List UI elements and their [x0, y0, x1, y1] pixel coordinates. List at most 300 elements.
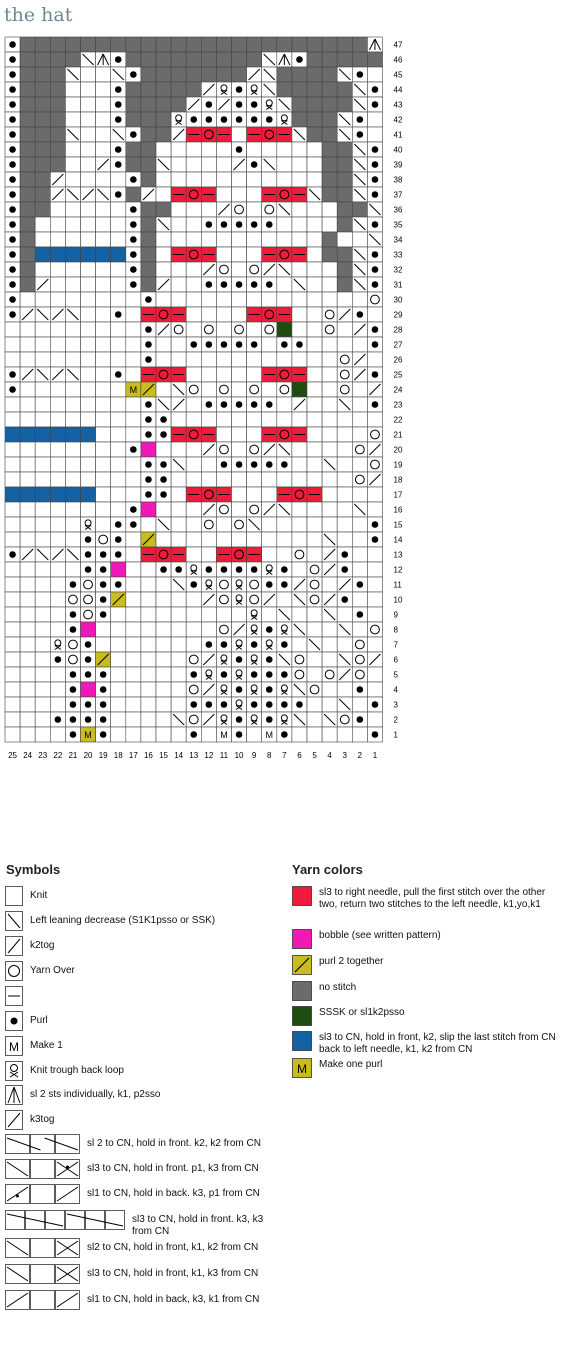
- yarn-color-label: sl3 to CN, hold in front, k2, slip the last stitch from CN back to left needle, k1, k2 from CN: [319, 1032, 556, 1055]
- stitch-knit: [232, 502, 247, 517]
- stitch-knit: [65, 472, 80, 487]
- stitch-purl: [126, 502, 141, 517]
- stitch-ssk: [277, 652, 292, 667]
- stitch-knit: [81, 442, 96, 457]
- stitch-knit: [277, 412, 292, 427]
- stitch-knit: [111, 292, 126, 307]
- stitch-knit: [20, 352, 35, 367]
- stitch-knit: [186, 472, 201, 487]
- knit-icon: [5, 886, 23, 906]
- stitch-no-stitch: [201, 67, 216, 82]
- stitch-knit: [96, 292, 111, 307]
- stitch-k2tog: [50, 172, 65, 187]
- stitch-ssk: [171, 382, 186, 397]
- stitch-knit: [111, 607, 126, 622]
- stitch-knit: [96, 112, 111, 127]
- stitch-knit: [337, 292, 352, 307]
- stitch-no-stitch: [156, 127, 171, 142]
- stitch-knit: [322, 697, 337, 712]
- stitch-knit-tbl: [50, 637, 65, 652]
- stitch-ssk: [337, 622, 352, 637]
- stitch-purl: [65, 607, 80, 622]
- stitch-knit: [81, 382, 96, 397]
- stitch-knit: [201, 172, 216, 187]
- stitch-purl: [111, 577, 126, 592]
- stitch-red-cable-center: [156, 367, 171, 382]
- stitch-knit: [262, 547, 277, 562]
- stitch-knit: [171, 652, 186, 667]
- stitch-knit: [50, 577, 65, 592]
- stitch-knit: [322, 412, 337, 427]
- stitch-knit: [232, 472, 247, 487]
- column-number: 16: [143, 751, 153, 760]
- stitch-knit: [50, 397, 65, 412]
- stitch-knit: [126, 622, 141, 637]
- stitch-purl: [247, 157, 262, 172]
- stitch-knit: [232, 187, 247, 202]
- stitch-no-stitch: [171, 82, 186, 97]
- stitch-no-stitch: [50, 157, 65, 172]
- stitch-k2tog: [201, 262, 216, 277]
- stitch-no-stitch: [337, 217, 352, 232]
- stitch-knit: [96, 217, 111, 232]
- stitch-purl: [367, 217, 382, 232]
- symbol-label: sl3 to CN, hold in front, k1, k3 from CN: [87, 1268, 259, 1279]
- stitch-k2tog: [201, 652, 216, 667]
- column-number: 24: [23, 751, 33, 760]
- row-number: 3: [393, 700, 398, 710]
- stitch-knit: [156, 502, 171, 517]
- stitch-purl: [277, 727, 292, 742]
- stitch-purl: [262, 697, 277, 712]
- stitch-blue-cable: [81, 247, 96, 262]
- stitch-k2tog: [50, 307, 65, 322]
- stitch-ssk: [277, 502, 292, 517]
- stitch-no-stitch: [20, 247, 35, 262]
- stitch-knit: [367, 412, 382, 427]
- stitch-red-cable-center: [186, 187, 201, 202]
- stitch-knit: [216, 187, 231, 202]
- stitch-knit: [111, 412, 126, 427]
- stitch-purl: [262, 577, 277, 592]
- stitch-knit: [322, 487, 337, 502]
- stitch-knit: [337, 637, 352, 652]
- stitch-knit: [307, 622, 322, 637]
- stitch-knit: [307, 382, 322, 397]
- stitch-knit: [156, 637, 171, 652]
- stitch-purl: [247, 697, 262, 712]
- stitch-knit: [307, 397, 322, 412]
- stitch-red-cable: [141, 307, 156, 322]
- stitch-purl: [247, 457, 262, 472]
- stitch-purl: [186, 727, 201, 742]
- stitch-knit: [292, 322, 307, 337]
- stitch-no-stitch: [126, 157, 141, 172]
- stitch-k2tog: [201, 502, 216, 517]
- stitch-knit: [201, 232, 216, 247]
- stitch-knit: [81, 172, 96, 187]
- column-number: 1: [372, 751, 378, 760]
- row-number: 13: [393, 550, 403, 560]
- stitch-knit: [352, 292, 367, 307]
- stitch-knit: [367, 307, 382, 322]
- stitch-knit: [352, 397, 367, 412]
- stitch-knit: [352, 487, 367, 502]
- stitch-purl: [232, 217, 247, 232]
- stitch-yarn-over: [292, 667, 307, 682]
- stitch-knit: [277, 277, 292, 292]
- stitch-red-cable-center: [277, 367, 292, 382]
- stitch-knit: [247, 142, 262, 157]
- stitch-knit: [111, 232, 126, 247]
- stitch-knit: [81, 217, 96, 232]
- stitch-knit: [292, 157, 307, 172]
- stitch-no-stitch: [156, 202, 171, 217]
- stitch-k2tog: [35, 277, 50, 292]
- stitch-purl: [352, 607, 367, 622]
- stitch-no-stitch: [126, 52, 141, 67]
- stitch-k2tog: [322, 562, 337, 577]
- stitch-no-stitch: [20, 142, 35, 157]
- stitch-yarn-over: [186, 712, 201, 727]
- stitch-knit: [156, 247, 171, 262]
- stitch-knit: [5, 532, 20, 547]
- stitch-red-cable-center: [292, 487, 307, 502]
- stitch-knit: [307, 712, 322, 727]
- stitch-purl: [367, 82, 382, 97]
- stitch-purl: [216, 667, 231, 682]
- stitch-purl: [126, 202, 141, 217]
- stitch-purl: [186, 697, 201, 712]
- stitch-k2tog: [352, 322, 367, 337]
- stitch-yarn-over: [307, 562, 322, 577]
- stitch-no-stitch: [216, 67, 231, 82]
- stitch-knit: [111, 502, 126, 517]
- stitch-blue-cable: [65, 427, 80, 442]
- stitch-purl: [96, 697, 111, 712]
- stitch-knit: [322, 292, 337, 307]
- stitch-purl: [5, 37, 20, 52]
- stitch-knit: [65, 502, 80, 517]
- stitch-blue-cable: [35, 427, 50, 442]
- stitch-purl: [247, 637, 262, 652]
- stitch-yarn-over: [216, 382, 231, 397]
- stitch-yarn-over: [337, 382, 352, 397]
- stitch-knit: [352, 592, 367, 607]
- stitch-ssk: [352, 187, 367, 202]
- stitch-red-cable: [277, 487, 292, 502]
- stitch-purl: [141, 292, 156, 307]
- cable-1-3-icon: [5, 1290, 80, 1310]
- stitch-knit: [111, 622, 126, 637]
- stitch-no-stitch: [201, 37, 216, 52]
- stitch-knit: [201, 307, 216, 322]
- stitch-knit: [35, 322, 50, 337]
- stitch-knit: [337, 727, 352, 742]
- stitch-knit: [111, 352, 126, 367]
- row-number: 15: [393, 520, 403, 530]
- stitch-purl: [5, 367, 20, 382]
- stitch-knit: [322, 397, 337, 412]
- stitch-ssk: [277, 97, 292, 112]
- stitch-knit: [96, 412, 111, 427]
- stitch-knit: [96, 442, 111, 457]
- stitch-ssk: [337, 697, 352, 712]
- column-number: 7: [282, 751, 287, 760]
- column-number: 3: [342, 751, 347, 760]
- make-1-icon: [5, 1036, 23, 1056]
- stitch-knit: [186, 502, 201, 517]
- stitch-knit: [247, 412, 262, 427]
- stitch-knit: [307, 292, 322, 307]
- stitch-knit: [292, 637, 307, 652]
- stitch-k2tog: [367, 652, 382, 667]
- row-number: 35: [393, 220, 403, 230]
- stitch-no-stitch: [156, 52, 171, 67]
- stitch-knit-tbl: [247, 607, 262, 622]
- stitch-no-stitch: [247, 37, 262, 52]
- svg-text:M: M: [297, 1062, 307, 1076]
- stitch-no-stitch: [35, 52, 50, 67]
- stitch-knit: [277, 397, 292, 412]
- stitch-yarn-over: [65, 637, 80, 652]
- stitch-k2tog: [201, 82, 216, 97]
- stitch-knit-tbl: [216, 712, 231, 727]
- stitch-knit: [126, 652, 141, 667]
- stitch-yarn-over: [65, 592, 80, 607]
- stitch-knit: [232, 232, 247, 247]
- stitch-ssk: [367, 232, 382, 247]
- stitch-knit: [292, 727, 307, 742]
- stitch-knit: [5, 622, 20, 637]
- row-number: 41: [393, 130, 403, 140]
- stitch-no-stitch: [307, 52, 322, 67]
- stitch-no-stitch: [367, 52, 382, 67]
- stitch-knit: [171, 532, 186, 547]
- stitch-knit: [186, 217, 201, 232]
- stitch-knit: [111, 712, 126, 727]
- stitch-no-stitch: [322, 172, 337, 187]
- stitch-knit: [171, 517, 186, 532]
- stitch-purl: [232, 712, 247, 727]
- stitch-knit: [201, 157, 216, 172]
- stitch-purl: [367, 157, 382, 172]
- sl2-icon: [5, 1085, 23, 1105]
- dash-icon: [5, 986, 23, 1006]
- stitch-knit: [307, 427, 322, 442]
- stitch-ssk: [111, 127, 126, 142]
- stitch-yarn-over: [232, 517, 247, 532]
- stitch-knit: [171, 442, 186, 457]
- row-number: 28: [393, 325, 403, 335]
- stitch-knit: [35, 532, 50, 547]
- stitch-knit: [141, 682, 156, 697]
- stitch-knit: [65, 412, 80, 427]
- stitch-red-cable: [262, 187, 277, 202]
- stitch-knit: [111, 427, 126, 442]
- stitch-blue-cable: [20, 487, 35, 502]
- stitch-knit: [216, 172, 231, 187]
- stitch-knit: [262, 292, 277, 307]
- stitch-knit-tbl: [216, 652, 231, 667]
- stitch-knit: [111, 202, 126, 217]
- stitch-purl: [367, 532, 382, 547]
- stitch-knit: [141, 697, 156, 712]
- stitch-knit: [126, 727, 141, 742]
- stitch-knit: [141, 727, 156, 742]
- row-number: 19: [393, 460, 403, 470]
- stitch-purl: [186, 667, 201, 682]
- stitch-knit: [81, 202, 96, 217]
- stitch-knit: [337, 607, 352, 622]
- stitch-knit: [307, 472, 322, 487]
- cable-3-1-icon: [5, 1264, 80, 1284]
- stitch-knit: [322, 427, 337, 442]
- stitch-knit-tbl: [262, 97, 277, 112]
- column-number: 14: [174, 751, 184, 760]
- column-number: 15: [159, 751, 169, 760]
- stitch-knit: [50, 562, 65, 577]
- stitch-k2tog: [20, 307, 35, 322]
- stitch-knit: [307, 232, 322, 247]
- stitch-red-cable: [171, 307, 186, 322]
- column-number: 5: [312, 751, 317, 760]
- stitch-purl: [367, 322, 382, 337]
- stitch-knit: [156, 142, 171, 157]
- stitch-no-stitch: [35, 142, 50, 157]
- stitch-bobble: [141, 442, 156, 457]
- stitch-red-cable: [247, 547, 262, 562]
- stitch-no-stitch: [292, 97, 307, 112]
- stitch-knit: [232, 127, 247, 142]
- symbol-label: sl1 to CN, hold in back, k3, k1 from CN: [87, 1294, 260, 1305]
- symbol-label: Purl: [30, 1015, 48, 1026]
- stitch-knit: [50, 442, 65, 457]
- stitch-knit: [322, 622, 337, 637]
- stitch-knit: [262, 412, 277, 427]
- stitch-k2tog: [262, 442, 277, 457]
- stitch-knit: [111, 337, 126, 352]
- stitch-purl: [216, 217, 231, 232]
- stitch-knit: [216, 292, 231, 307]
- stitch-purl: [5, 217, 20, 232]
- stitch-knit: [111, 697, 126, 712]
- stitch-knit: [247, 187, 262, 202]
- stitch-red-cable: [201, 247, 216, 262]
- stitch-no-stitch: [96, 37, 111, 52]
- stitch-no-stitch: [156, 82, 171, 97]
- stitch-knit: [201, 532, 216, 547]
- stitch-purl: [247, 397, 262, 412]
- stitch-knit: [126, 667, 141, 682]
- stitch-knit: [96, 502, 111, 517]
- stitch-knit: [216, 322, 231, 337]
- stitch-purl: [247, 112, 262, 127]
- stitch-no-stitch: [307, 37, 322, 52]
- stitch-no-stitch: [35, 202, 50, 217]
- stitch-knit: [171, 502, 186, 517]
- stitch-purl: [5, 127, 20, 142]
- stitch-knit: [35, 517, 50, 532]
- stitch-red-cable: [171, 247, 186, 262]
- cable-1-3-back-icon: [5, 1184, 80, 1204]
- stitch-k2tog: [20, 547, 35, 562]
- stitch-knit: [35, 232, 50, 247]
- stitch-knit: [20, 397, 35, 412]
- stitch-knit: [65, 517, 80, 532]
- stitch-knit: [171, 487, 186, 502]
- stitch-ssk: [35, 367, 50, 382]
- stitch-knit: [65, 157, 80, 172]
- stitch-purl: [5, 52, 20, 67]
- stitch-ssk: [35, 547, 50, 562]
- stitch-knit-tbl: [247, 622, 262, 637]
- stitch-knit: [337, 337, 352, 352]
- stitch-knit: [111, 667, 126, 682]
- stitch-purl: [5, 547, 20, 562]
- stitch-knit: [81, 142, 96, 157]
- stitch-knit: [50, 412, 65, 427]
- stitch-red-cable: [171, 427, 186, 442]
- stitch-knit: [50, 592, 65, 607]
- stitch-knit: [201, 142, 216, 157]
- stitch-knit: [50, 382, 65, 397]
- stitch-k2tog: [292, 397, 307, 412]
- stitch-purl: [232, 142, 247, 157]
- stitch-no-stitch: [307, 82, 322, 97]
- stitch-knit: [277, 232, 292, 247]
- stitch-purl: [96, 682, 111, 697]
- stitch-knit: [5, 517, 20, 532]
- stitch-purl: [65, 697, 80, 712]
- stitch-purl: [337, 547, 352, 562]
- stitch-no-stitch: [35, 187, 50, 202]
- stitch-knit: [232, 262, 247, 277]
- stitch-knit: [111, 172, 126, 187]
- stitch-knit: [50, 457, 65, 472]
- stitch-no-stitch: [50, 142, 65, 157]
- yarn-color-label: sl3 to right needle, pull the first stitch over the other two, return two stitches to the left needle, k1,yo,k1: [319, 887, 546, 910]
- stitch-knit: [96, 97, 111, 112]
- stitch-yarn-over: [186, 652, 201, 667]
- stitch-red-cable: [292, 427, 307, 442]
- stitch-ssk: [262, 157, 277, 172]
- column-number: 12: [204, 751, 214, 760]
- stitch-ssk: [337, 67, 352, 82]
- stitch-ssk: [277, 202, 292, 217]
- stitch-knit: [111, 382, 126, 397]
- stitch-k2tog: [186, 97, 201, 112]
- stitch-knit: [367, 487, 382, 502]
- symbols-heading: Symbols: [6, 862, 61, 877]
- stitch-knit: [277, 172, 292, 187]
- stitch-no-stitch: [307, 112, 322, 127]
- stitch-knit: [141, 562, 156, 577]
- stitch-knit: [186, 157, 201, 172]
- stitch-purl: [232, 397, 247, 412]
- stitch-purl: [5, 292, 20, 307]
- stitch-blue-cable: [5, 487, 20, 502]
- stitch-knit: [126, 532, 141, 547]
- stitch-yarn-over: [277, 382, 292, 397]
- stitch-purl: [367, 397, 382, 412]
- stitch-knit: [292, 292, 307, 307]
- stitch-k2tog: [262, 262, 277, 277]
- stitch-no-stitch: [337, 142, 352, 157]
- stitch-knit: [156, 622, 171, 637]
- stitch-knit: [247, 172, 262, 187]
- stitch-no-stitch: [35, 112, 50, 127]
